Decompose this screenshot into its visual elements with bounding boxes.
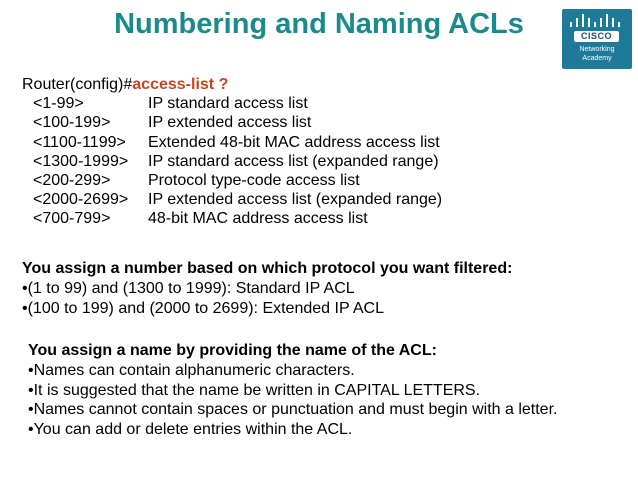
bullet-item: •You can add or delete entries within the ACL. <box>28 421 353 439</box>
bullet-item: •It is suggested that the name be written in CAPITAL LETTERS. <box>28 381 481 399</box>
bullet-item: •Names can contain alphanumeric characters. <box>28 361 355 379</box>
cisco-wordmark: CISCO <box>574 31 619 42</box>
slide-title: Numbering and Naming ACLs <box>114 8 524 40</box>
range-row: <2000-2699> IP extended access list (expanded range) <box>33 191 443 209</box>
command-line <box>22 75 442 94</box>
naming-section <box>28 341 557 440</box>
range-row: <1300-1999> IP standard access list (expanded range) <box>33 152 439 170</box>
range-row: <700-799> 48-bit MAC address access list <box>33 210 368 228</box>
bullet-item: •(100 to 199) and (2000 to 2699): Extended IP ACL <box>22 300 385 317</box>
naming-heading: You assign a name by providing the name of the ACL: <box>28 342 437 359</box>
command-keyword: access-list ? <box>132 76 229 93</box>
range-row: <200-299> Protocol type-code access list <box>33 172 360 190</box>
numbering-heading: You assign a number based on which protocol you want filtered: <box>22 260 513 277</box>
academy-label: Networking Academy <box>579 46 615 62</box>
cisco-networking-academy-logo <box>562 9 632 69</box>
range-row: <1-99> IP standard access list <box>33 95 308 113</box>
numbering-section <box>22 259 512 319</box>
cisco-bridge-icon <box>568 13 626 29</box>
range-row: <1100-1199> Extended 48-bit MAC address access list <box>33 133 440 151</box>
range-row: <100-199> IP extended access list <box>33 114 312 132</box>
command-output <box>22 75 442 229</box>
bullet-item: •Names cannot contain spaces or punctuation and must begin with a letter. <box>28 401 558 419</box>
command-prompt: Router(config)# <box>22 76 133 93</box>
bullet-item: •(1 to 99) and (1300 to 1999): Standard IP ACL <box>22 280 355 297</box>
